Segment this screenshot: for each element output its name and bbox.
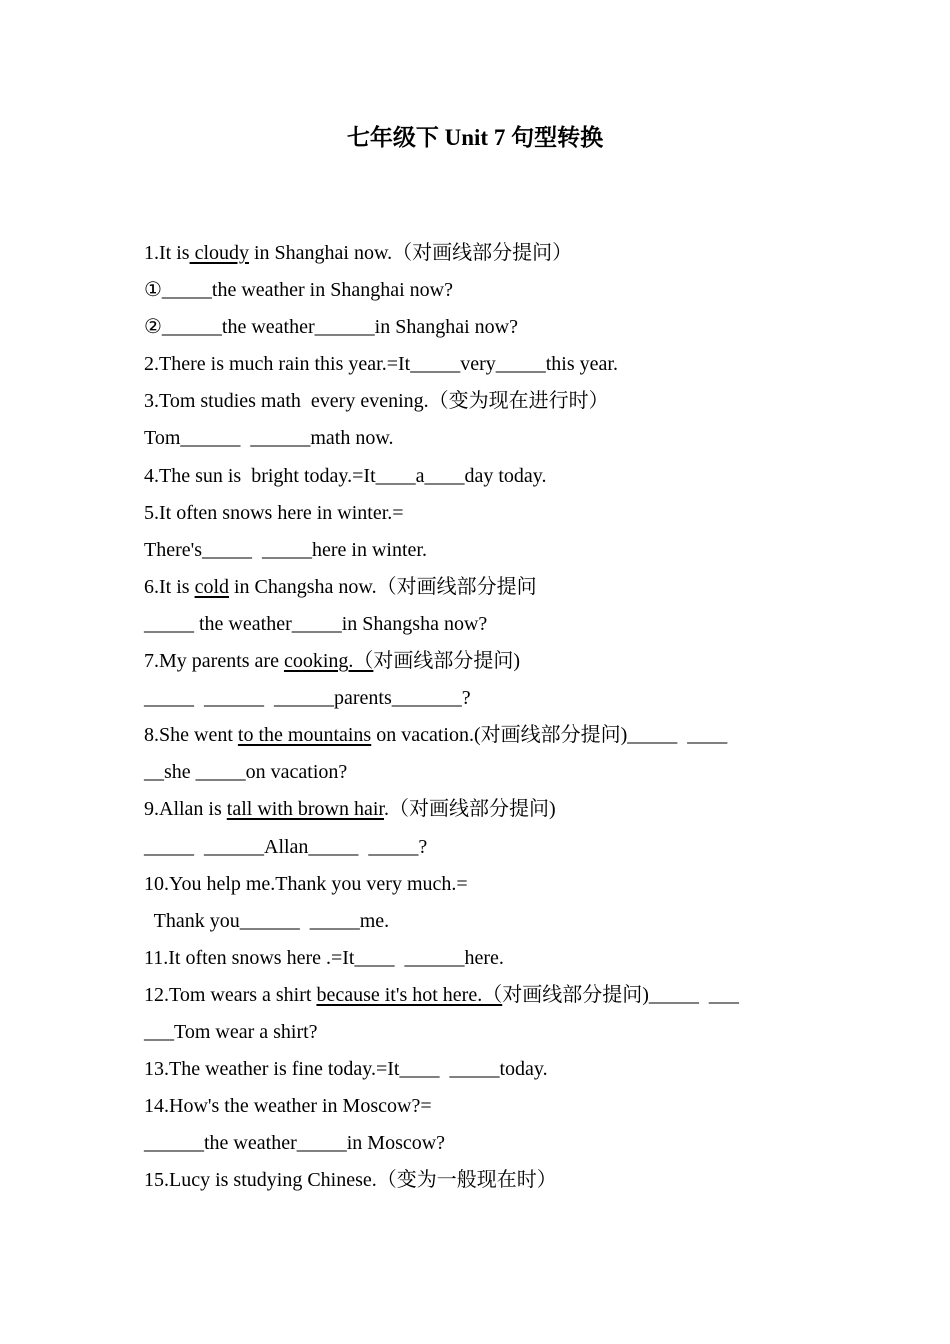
line-text: ___Tom wear a shirt? [144, 1020, 318, 1043]
exercise-line [144, 569, 824, 606]
line-text: 3.Tom studies math every evening.（变为现在进行时） [144, 390, 609, 413]
line-text: ①_____the weather in Shanghai now? [144, 279, 453, 302]
line-text: in Changsha now.（对画线部分提问 [229, 575, 537, 598]
line-text: 10.You help me.Thank you very much.= [144, 872, 468, 895]
line-text: 8.She went [144, 724, 238, 747]
underlined-text: cooking.（ [283, 650, 374, 673]
exercise-line [144, 532, 824, 569]
exercise-line [144, 1162, 824, 1199]
line-text: 对画线部分提问)_____ ___ [502, 983, 739, 1006]
line-text: _____ the weather_____in Shangsha now? [144, 612, 488, 635]
exercise-line [144, 717, 824, 754]
line-text: 13.The weather is fine today.=It____ _____today. [144, 1058, 548, 1081]
exercise-line [144, 754, 824, 791]
line-text: 对画线部分提问) [373, 650, 521, 673]
line-text: 15.Lucy is studying Chinese.（变为一般现在时） [144, 1169, 557, 1192]
line-text: Tom______ ______math now. [144, 427, 394, 450]
exercise-line [144, 903, 824, 940]
underlined-text: because it's hot here.（ [316, 983, 503, 1006]
line-text: 11.It often snows here .=It____ ______here. [144, 946, 504, 969]
line-text: in Shanghai now.（对画线部分提问） [249, 242, 573, 264]
line-text: 4.The sun is bright today.=It____a____day today. [144, 464, 547, 487]
exercise-line [144, 383, 824, 420]
exercise-line [144, 680, 824, 717]
underlined-text: cloudy [189, 242, 249, 264]
exercise-line [144, 1014, 824, 1051]
line-text: 6.It is [144, 575, 195, 598]
line-text: 5.It often snows here in winter.= [144, 501, 404, 524]
exercise-line [144, 791, 824, 828]
underlined-text: to the mountains [237, 724, 372, 747]
page-title: 七年级下 Unit 7 句型转换 [346, 125, 604, 150]
line-text: There's_____ _____here in winter. [144, 538, 427, 561]
line-text: ______the weather_____in Moscow? [144, 1132, 446, 1155]
underlined-text: tall with brown hair [226, 798, 384, 821]
exercise-line [144, 272, 824, 309]
exercise-list [144, 235, 824, 1199]
line-text: 2.There is much rain this year.=It_____very_____this year. [144, 353, 618, 376]
line-text: Thank you______ _____me. [144, 909, 390, 932]
exercise-line [144, 309, 824, 346]
underlined-text: cold [194, 575, 229, 598]
exercise-line [144, 1125, 824, 1162]
exercise-line [144, 420, 824, 457]
line-text: 7.My parents are [144, 650, 284, 673]
line-text: on vacation.(对画线部分提问)_____ ____ [371, 724, 728, 747]
exercise-line [144, 940, 824, 977]
exercise-line [144, 495, 824, 532]
exercise-line [144, 235, 824, 272]
exercise-line [144, 458, 824, 495]
exercise-line [144, 829, 824, 866]
line-text: __she _____on vacation? [144, 761, 348, 784]
line-text: .（对画线部分提问) [383, 798, 556, 821]
line-text: ②______the weather______in Shanghai now? [144, 316, 518, 339]
line-text: 14.How's the weather in Moscow?= [144, 1095, 432, 1118]
exercise-line [144, 346, 824, 383]
line-text: 1.It is [144, 242, 190, 264]
line-text: 9.Allan is [144, 798, 227, 821]
line-text: 12.Tom wears a shirt [144, 983, 317, 1006]
line-text: _____ ______Allan_____ _____? [144, 835, 428, 858]
exercise-line [144, 643, 824, 680]
line-text: _____ ______ ______parents_______? [144, 687, 471, 710]
exercise-line [144, 977, 824, 1014]
exercise-line [144, 1088, 824, 1125]
exercise-line [144, 1051, 824, 1088]
exercise-line [144, 866, 824, 903]
exercise-line [144, 606, 824, 643]
